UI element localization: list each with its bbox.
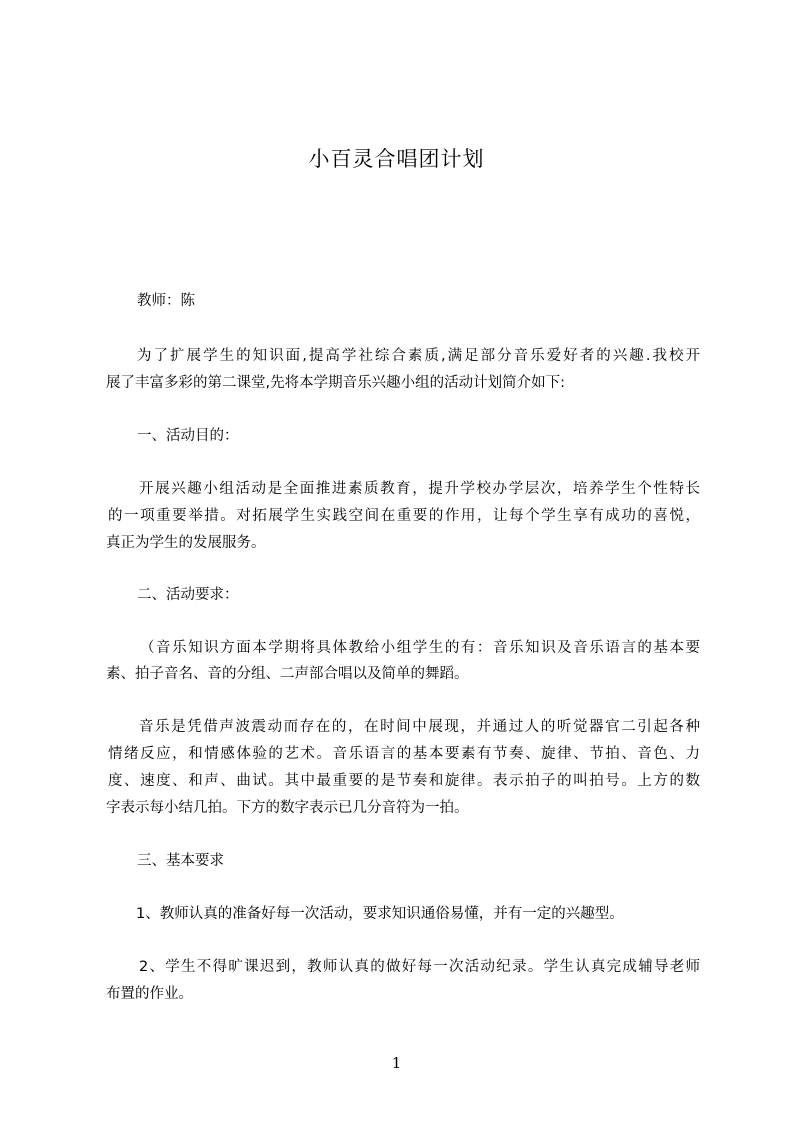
intro-line-1: 为了扩展学生的知识面,提高学社综合素质,满足部分音乐爱好者的兴趣.我校开 xyxy=(137,348,700,364)
section1-line-3: 真正为学生的发展服务。 xyxy=(106,535,266,551)
section1-line-2: 的一项重要举措。对拓展学生实践空间在重要的作用，让每个学生享有成功的喜悦， xyxy=(108,508,700,524)
section2-para2-line-2: 情绪反应，和情感体验的艺术。音乐语言的基本要素有节奏、旋律、节拍、音色、力 xyxy=(108,746,700,762)
requirement-item-2-line-2: 布置的作业。 xyxy=(106,986,193,1002)
section2-heading: 二、活动要求： xyxy=(137,587,239,603)
teacher-line: 教师：陈 xyxy=(137,293,195,309)
intro-line-2: 展了丰富多彩的第二课堂,先将本学期音乐兴趣小组的活动计划简介如下: xyxy=(106,375,565,391)
requirement-item-1: 1、教师认真的准备好每一次活动，要求知识通俗易懂，并有一定的兴趣型。 xyxy=(136,906,624,922)
requirement-item-2-line-1: 2、学生不得旷课迟到，教师认真的做好每一次活动纪录。学生认真完成辅导老师 xyxy=(139,959,700,975)
section2-para2-line-1: 音乐是凭借声波震动而存在的，在时间中展现，并通过人的听觉器官二引起各种 xyxy=(139,719,700,735)
page-number: 1 xyxy=(391,1054,402,1072)
section3-heading: 三、基本要求 xyxy=(137,853,224,869)
section2-para1-line-2: 素、拍子音名、音的分组、二声部合唱以及简单的舞蹈。 xyxy=(106,666,469,682)
section2-para2-line-3: 度、速度、和声、曲试。其中最重要的是节奏和旋律。表示拍子的叫拍号。上方的数 xyxy=(108,773,700,789)
section1-heading: 一、活动目的： xyxy=(137,428,239,444)
section1-line-1: 开展兴趣小组活动是全面推进素质教育，提升学校办学层次，培养学生个性特长 xyxy=(139,481,700,497)
document-title: 小百灵合唱团计划 xyxy=(308,147,485,171)
section2-para2-line-4: 字表示每小结几拍。下方的数字表示已几分音符为一拍。 xyxy=(106,800,469,816)
section2-para1-line-1: （音乐知识方面本学期将具体教给小组学生的有：音乐知识及音乐语言的基本要 xyxy=(140,640,700,656)
